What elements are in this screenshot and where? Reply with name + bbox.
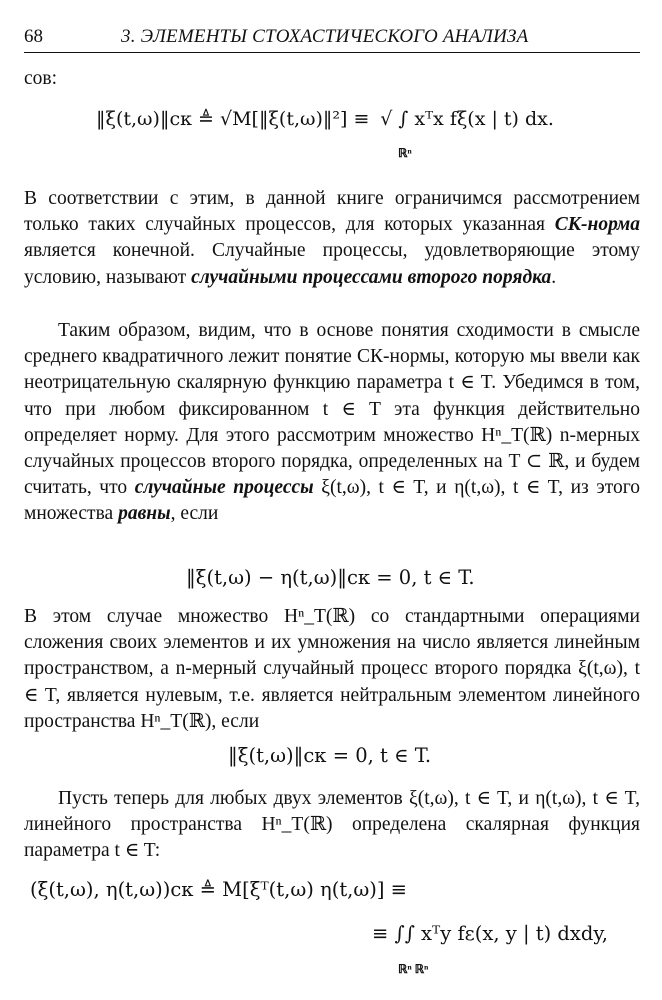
lead-word: сов: bbox=[24, 68, 58, 89]
term-equal: равны bbox=[118, 503, 171, 525]
paragraph-2-text-c: , если bbox=[170, 503, 219, 525]
term-sk-norm: СК-норма bbox=[554, 214, 640, 236]
formula-null-element: ‖ξ(t,ω)‖ск = 0, t ∈ T. bbox=[228, 744, 432, 767]
running-title: 3. ЭЛЕМЕНТЫ СТОХАСТИЧЕСКОГО АНАЛИЗА bbox=[121, 26, 529, 47]
page-number: 68 bbox=[24, 26, 43, 47]
formula-scalar-product-line2: ≡ ∫∫ xᵀy fε(x, y | t) dxdy, bbox=[372, 922, 608, 945]
integral-limits-rn-rn: ℝⁿ ℝⁿ bbox=[398, 962, 429, 976]
paragraph-1-text-c: . bbox=[551, 266, 557, 288]
term-random-processes: случайные процессы bbox=[134, 477, 314, 499]
formula-equality: ‖ξ(t,ω) − η(t,ω)‖ск = 0, t ∈ T. bbox=[186, 566, 475, 589]
formula-scalar-product-line1: (ξ(t,ω), η(t,ω))ск ≜ M[ξᵀ(t,ω) η(t,ω)] ≡ bbox=[30, 878, 408, 901]
formula-sk-norm-lhs: ‖ξ(t,ω)‖ск ≜ √M[‖ξ(t,ω)‖²] ≡ bbox=[96, 108, 370, 130]
integral-limit-rn: ℝⁿ bbox=[398, 146, 412, 160]
paragraph-4: Пусть теперь для любых двух элементов ξ(t,ω), t ∈ T, и η(t,ω), t ∈ T, линейного пространства Hⁿ_T(ℝ) определена скалярная функция параметра t ∈ T: bbox=[24, 788, 640, 862]
paragraph-1-text-b: является конечной. Случайные процессы, удовлетворяющие этому условию, называют bbox=[24, 240, 640, 288]
running-header bbox=[24, 22, 640, 53]
formula-sk-norm bbox=[96, 108, 554, 131]
term-second-order-processes: случайными процессами второго порядка bbox=[191, 266, 552, 288]
paragraph-3: В этом случае множество Hⁿ_T(ℝ) со стандартными операциями сложения своих элементов и их умножения на число является линейным пространством, а n-мерный случайный процесс второго порядка ξ(t,ω), t ∈ T, является нулевым, т.е. является нейтральным элементом линейного пространства Hⁿ_T(ℝ), если bbox=[24, 606, 640, 732]
formula-sk-norm-rhs: √ ∫ xᵀx fξ(x | t) dx. bbox=[380, 108, 554, 130]
paragraph-1-text-a: В соответствии с этим, в данной книге ограничимся рассмотрением только таких случайных процессов, для которых указанная bbox=[24, 188, 640, 236]
paragraph-2-text-a: Таким образом, видим, что в основе понятия сходимости в смысле среднего квадратичного лежит понятие СК-нормы, которую мы ввели как неотрицательную скалярную функцию параметра t ∈ T. Убедимся в том, что при любом фиксированном t ∈ T эта функция действительно определяет норму. Для этого рассмотрим множество Hⁿ_T(ℝ) n-мерных случайных процессов второго порядка, определенных на T ⊂ ℝ, и будем считать, что bbox=[24, 320, 640, 499]
paragraph-2 bbox=[24, 318, 640, 528]
paragraph-2-text-b: ξ(t,ω), t ∈ T, и η(t,ω), t ∈ T, из этого множества bbox=[24, 477, 640, 525]
paragraph-1 bbox=[24, 186, 640, 291]
